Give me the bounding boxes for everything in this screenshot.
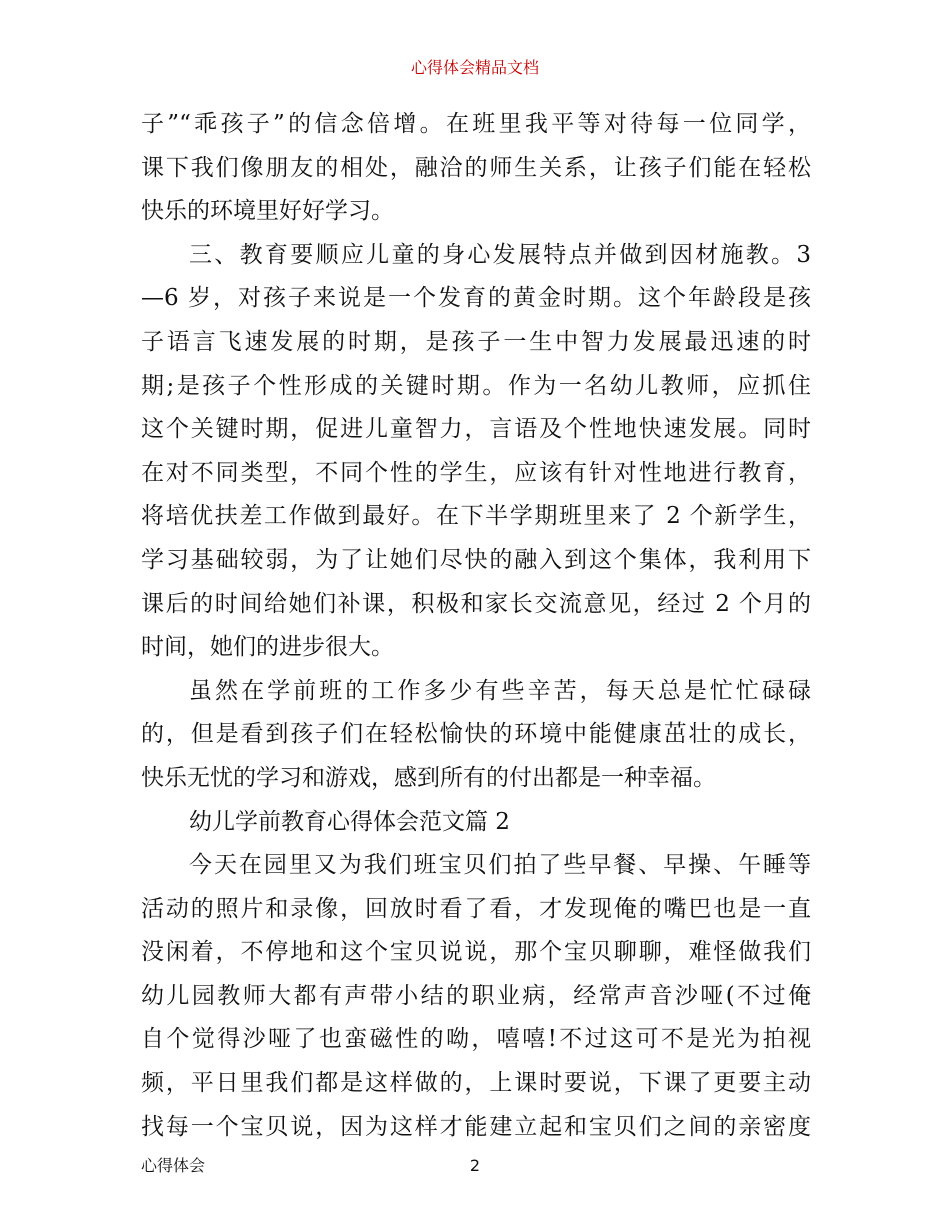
text-line: 频，平日里我们都是这样做的，上课时要说，下课了更要主动 xyxy=(141,1070,811,1097)
text-line: 虽然在学前班的工作多少有些辛苦，每天总是忙忙碌碌 xyxy=(189,677,811,704)
page-number: 2 xyxy=(469,1156,481,1175)
text-line: 子语言飞速发展的时期，是孩子一生中智力发展最迅速的时 xyxy=(141,328,811,355)
text-line: 学习基础较弱，为了让她们尽快的融入到这个集体，我利用下 xyxy=(141,546,811,573)
text-line: 快乐无忧的学习和游戏，感到所有的付出都是一种幸福。 xyxy=(141,764,716,791)
text-line: 课下我们像朋友的相处，融洽的师生关系，让孩子们能在轻松 xyxy=(141,154,811,181)
text-line: 三、教育要顺应儿童的身心发展特点并做到因材施教。3 xyxy=(189,241,811,268)
text-line: 幼儿园教师大都有声带小结的职业病，经常声音沙哑(不过俺 xyxy=(141,982,811,1009)
body-text xyxy=(141,103,811,1149)
footer-label: 心得体会 xyxy=(141,1156,206,1175)
text-line: 子”“乖孩子”的信念倍增。在班里我平等对待每一位同学， xyxy=(141,111,811,137)
text-line: 在对不同类型，不同个性的学生，应该有针对性地进行教育， xyxy=(141,459,811,486)
text-line: 将培优扶差工作做到最好。在下半学期班里来了 2 个新学生， xyxy=(141,503,811,530)
text-line: 期;是孩子个性形成的关键时期。作为一名幼儿教师，应抓住 xyxy=(141,372,811,399)
text-line: 课后的时间给她们补课，积极和家长交流意见，经过 2 个月的 xyxy=(141,590,811,617)
text-line: 找每一个宝贝说，因为这样才能建立起和宝贝们之间的亲密度 xyxy=(141,1113,811,1140)
section-heading: 幼儿学前教育心得体会范文篇 2 xyxy=(189,808,510,835)
text-line: 没闲着，不停地和这个宝贝说说，那个宝贝聊聊，难怪做我们 xyxy=(141,939,811,966)
text-line: 这个关键时期，促进儿童智力，言语及个性地快速发展。同时 xyxy=(141,416,811,443)
text-line: 的，但是看到孩子们在轻松愉快的环境中能健康茁壮的成长， xyxy=(141,721,811,748)
text-line: 今天在园里又为我们班宝贝们拍了些早餐、早操、午睡等 xyxy=(189,852,811,879)
text-line: 活动的照片和录像，回放时看了看，才发现俺的嘴巴也是一直 xyxy=(141,895,811,922)
text-line: 自个觉得沙哑了也蛮磁性的呦，嘻嘻!不过这可不是光为拍视 xyxy=(141,1026,811,1053)
page-header-title: 心得体会精品文档 xyxy=(410,58,539,77)
text-line: —6 岁，对孩子来说是一个发育的黄金时期。这个年龄段是孩 xyxy=(141,285,811,312)
text-line: 快乐的环境里好好学习。 xyxy=(141,198,394,225)
text-line: 时间，她们的进步很大。 xyxy=(141,634,394,661)
